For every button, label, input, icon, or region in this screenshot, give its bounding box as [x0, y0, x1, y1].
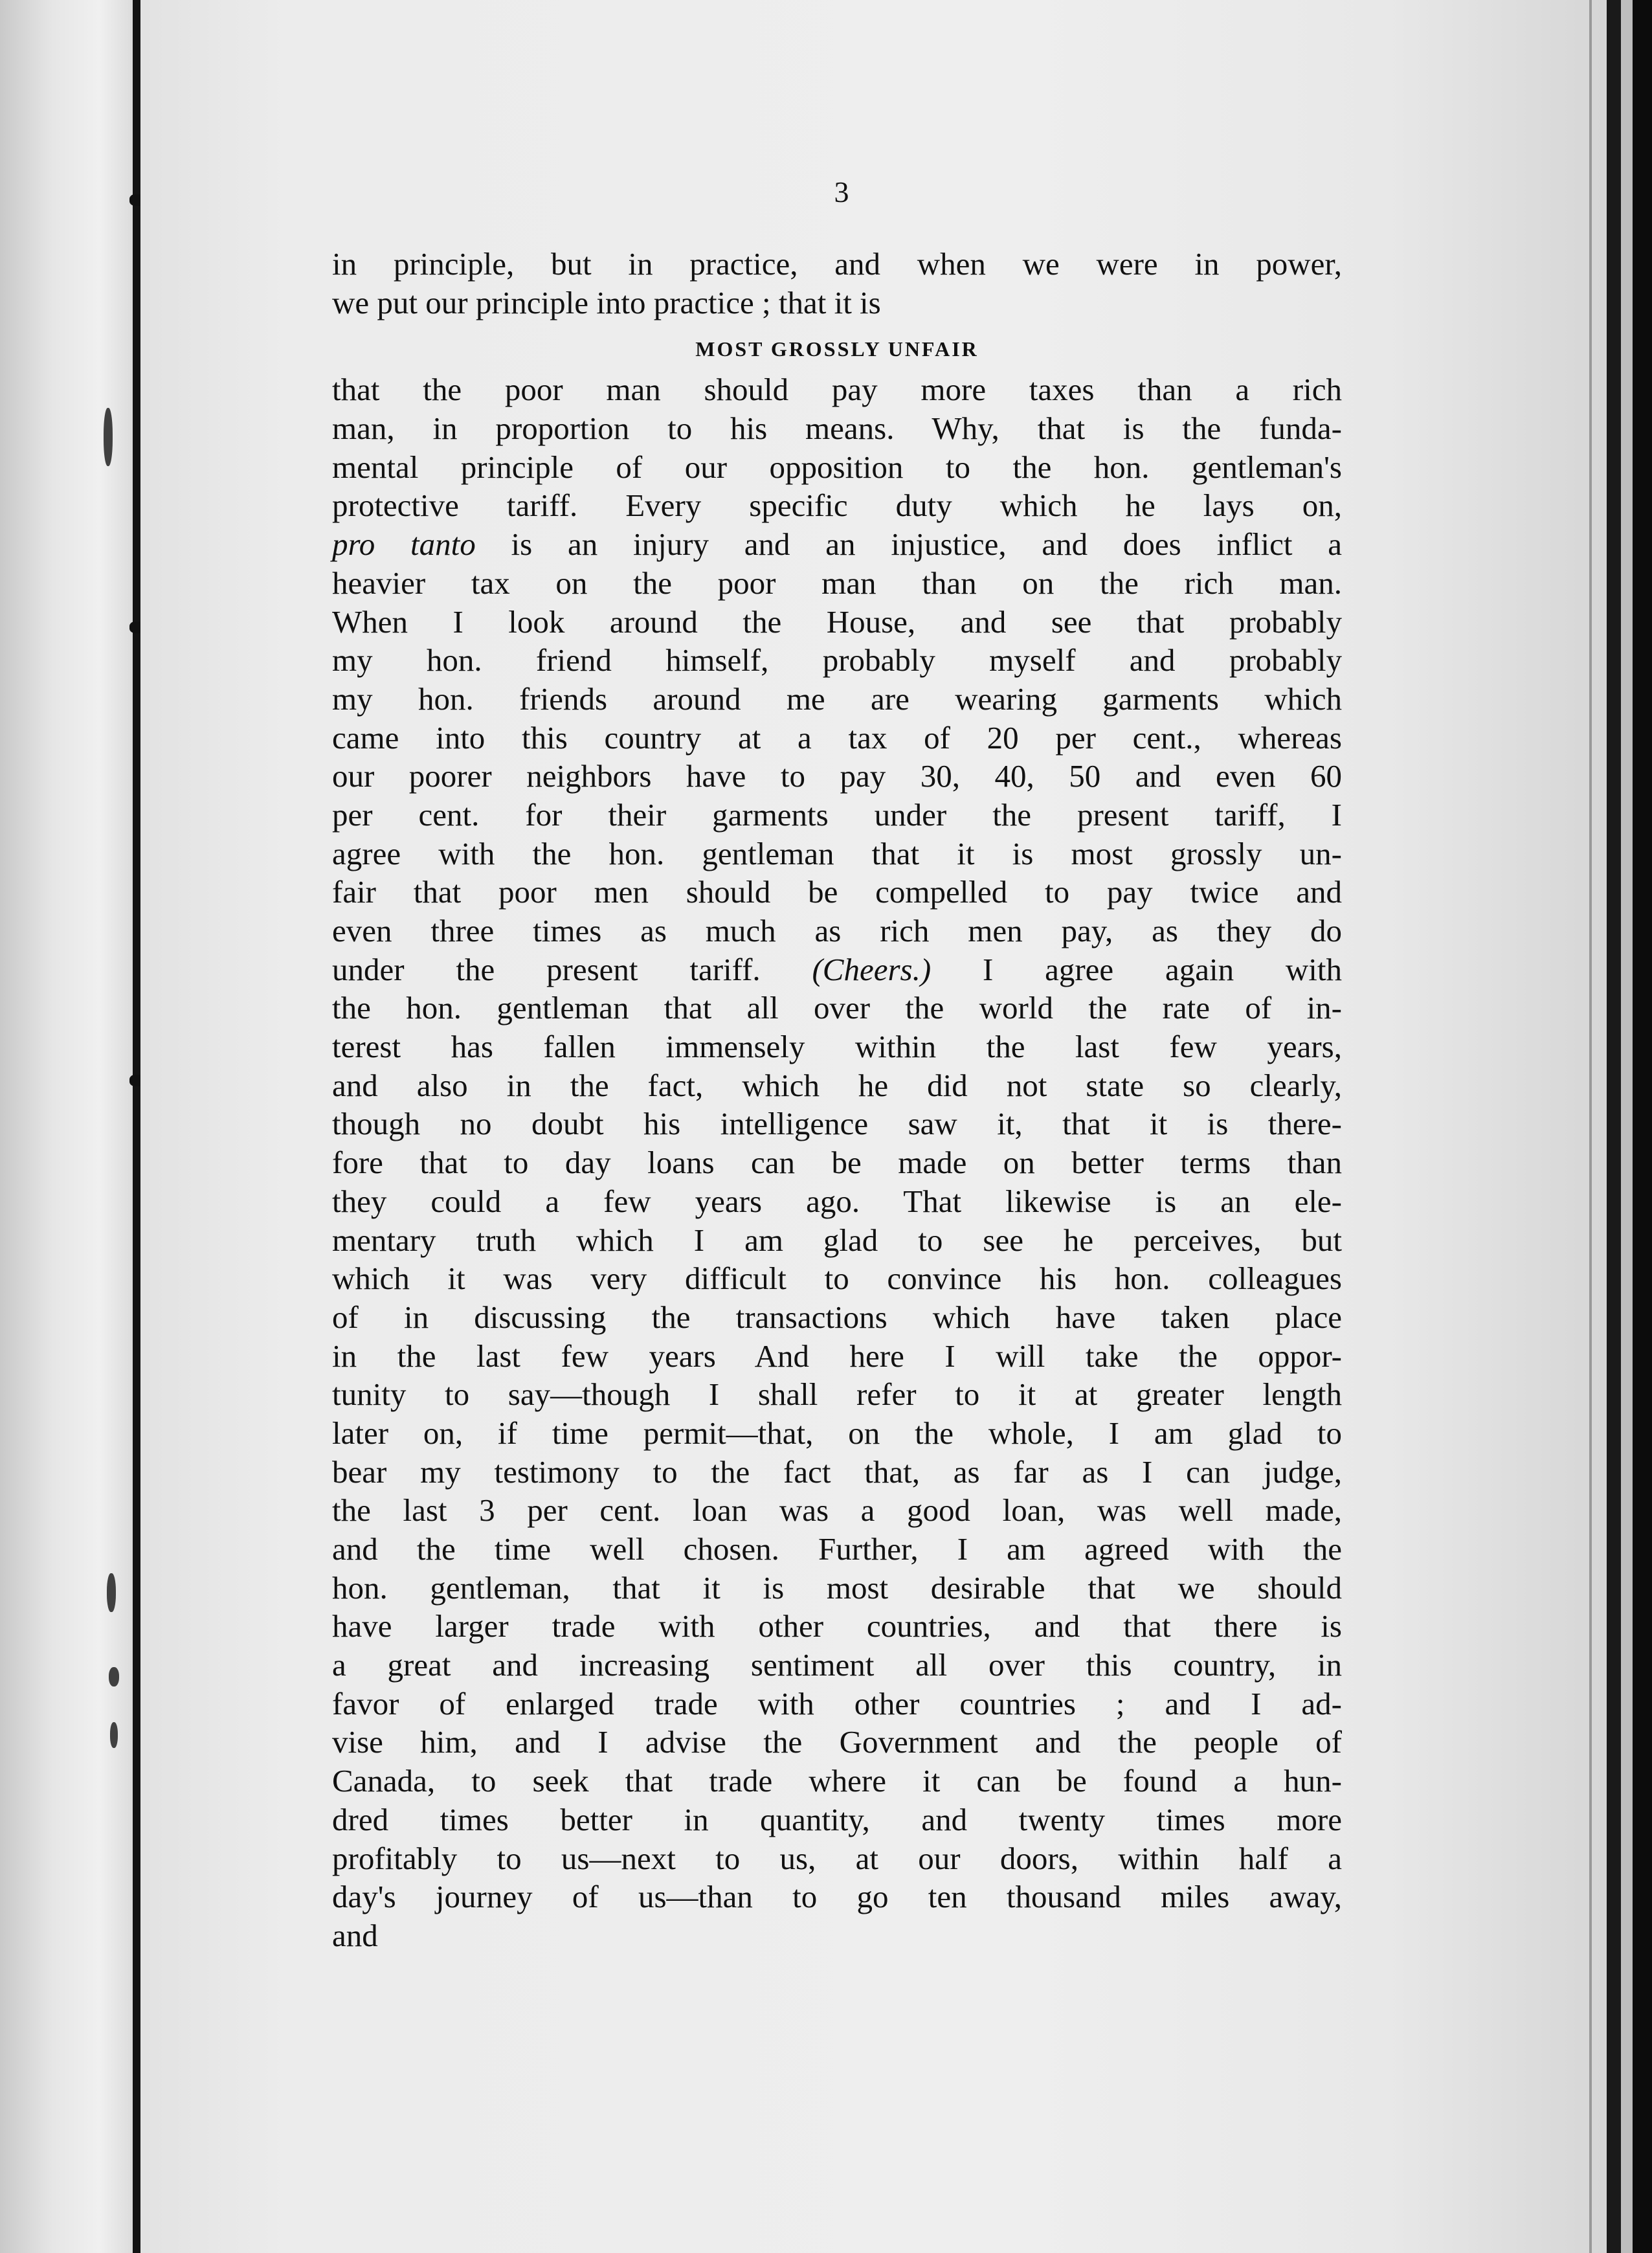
text-line: bear my testimony to the fact that, as far as I can judge, [332, 1453, 1342, 1490]
page-body-text [332, 245, 1342, 1955]
text-line: favor of enlarged trade with other countries ; and I ad- [332, 1685, 1342, 1721]
text-line: later on, if time permit—that, on the whole, I am glad to [332, 1415, 1342, 1451]
section-heading: MOST GROSSLY UNFAIR [695, 337, 979, 361]
ink-smudge [107, 1573, 116, 1612]
text-line: our poorer neighbors have to pay 30, 40, 50 and even 60 [332, 758, 1342, 794]
text-line: terest has fallen immensely within the last few years, [332, 1029, 1342, 1065]
latin-phrase: pro tanto [332, 526, 476, 563]
text-line: of in discussing the transactions which have taken place [332, 1299, 1342, 1335]
text-line: and [332, 1917, 378, 1953]
text-line [332, 525, 1342, 564]
text-line: man, in proportion to his means. Why, that is the funda- [332, 410, 1342, 447]
text-line: fore that to day loans can be made on better terms than [332, 1145, 1342, 1181]
text-line: vise him, and I advise the Government and the people of [332, 1724, 1342, 1760]
text-line: When I look around the House, and see that probably [332, 603, 1342, 640]
binding-gutter [133, 0, 140, 2253]
text-line: they could a few years ago. That likewise is an ele- [332, 1183, 1342, 1219]
page-edge [1621, 0, 1633, 2253]
text-line [332, 950, 1342, 989]
text-line: per cent. for their garments under the present tariff, I [332, 796, 1342, 833]
text-line: protective tariff. Every specific duty which he lays on, [332, 488, 1342, 524]
text-line: fair that poor men should be compelled to pay twice and [332, 874, 1342, 910]
text-fragment: I agree again with [982, 951, 1343, 987]
page-shadow-edge [1589, 0, 1592, 2253]
text-line: agree with the hon. gentleman that it is most grossly un- [332, 835, 1342, 871]
text-line: in principle, but in practice, and when we were in power, [332, 246, 1342, 282]
ink-smudge [110, 1722, 118, 1748]
text-line: and the time well chosen. Further, I am agreed with the [332, 1531, 1342, 1567]
text-line: in the last few years And here I will take the oppor- [332, 1338, 1342, 1374]
cheers-annotation: (Cheers.) [812, 951, 932, 987]
text-line: tunity to say—though I shall refer to it at greater length [332, 1376, 1342, 1413]
text-line: my hon. friends around me are wearing garments which [332, 680, 1342, 717]
ink-smudge [104, 408, 113, 466]
text-line: though no doubt his intelligence saw it, that it is there- [332, 1106, 1342, 1142]
text-line: hon. gentleman, that it is most desirable that we should [332, 1569, 1342, 1606]
text-line: mental principle of our opposition to the hon. gentleman's [332, 449, 1342, 485]
ink-smudge [109, 1667, 119, 1687]
text-line: have larger trade with other countries, and that there is [332, 1608, 1342, 1644]
text-line: that the poor man should pay more taxes than a rich [332, 372, 1342, 408]
page-number: 3 [834, 175, 849, 208]
text-line: the last 3 per cent. loan was a good loan, was well made, [332, 1492, 1342, 1529]
text-line: Canada, to seek that trade where it can be found a hun- [332, 1763, 1342, 1799]
page-edge [1633, 0, 1652, 2253]
text-fragment: is an injury and an injustice, and does inflict a [511, 526, 1342, 563]
text-line: dred times better in quantity, and twenty times more [332, 1801, 1342, 1837]
text-line: heavier tax on the poor man than on the rich man. [332, 565, 1342, 601]
page-edge [1607, 0, 1621, 2253]
text-line: which it was very difficult to convince his hon. colleagues [332, 1261, 1342, 1297]
text-line: even three times as much as rich men pay, as they do [332, 913, 1342, 948]
text-line: and also in the fact, which he did not state so clearly, [332, 1067, 1342, 1103]
text-line: the hon. gentleman that all over the world the rate of in- [332, 990, 1342, 1026]
text-line: came into this country at a tax of 20 per cent., whereas [332, 719, 1342, 756]
text-line: day's journey of us—than to go ten thousand miles away, [332, 1879, 1342, 1915]
text-line: mentary truth which I am glad to see he perceives, but [332, 1222, 1342, 1258]
previous-page-edge [0, 0, 133, 2253]
text-line: we put our principle into practice ; that it is [332, 284, 881, 320]
text-line: my hon. friend himself, probably myself and probably [332, 642, 1342, 678]
text-line: profitably to us—next to us, at our doors, within half a [332, 1840, 1342, 1876]
text-fragment: under the present tariff. [332, 951, 761, 987]
text-line: a great and increasing sentiment all over this country, in [332, 1647, 1342, 1683]
